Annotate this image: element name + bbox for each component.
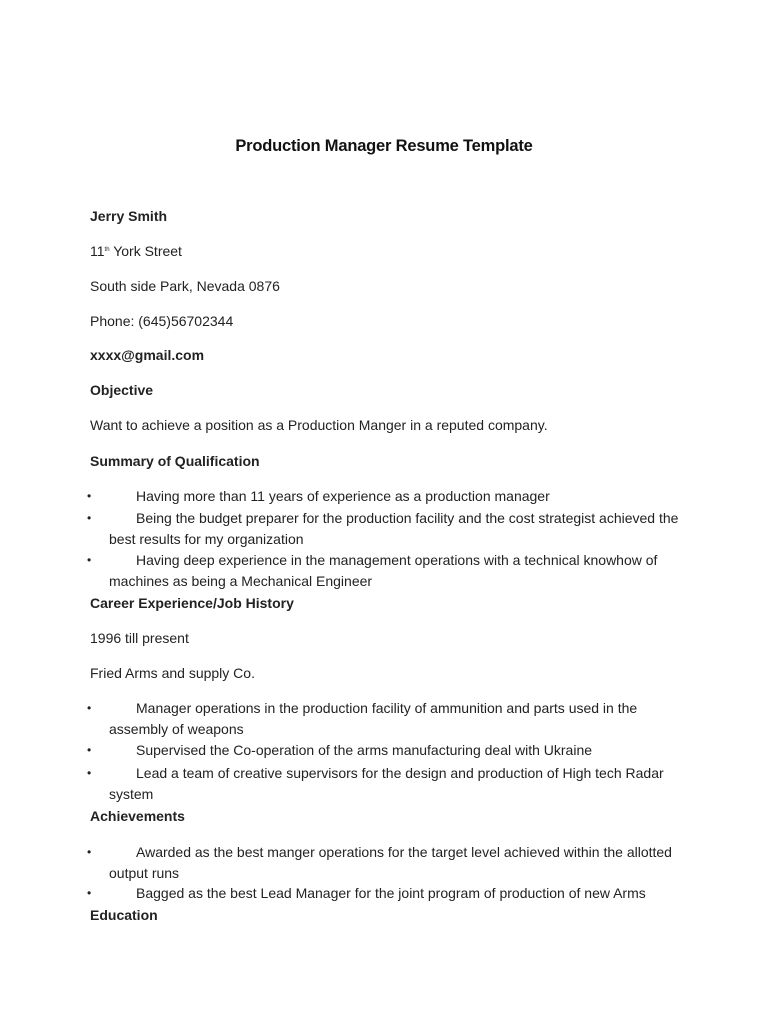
career-item-text: Supervised the Co-operation of the arms manufacturing deal with Ukraine bbox=[136, 742, 593, 758]
summary-item-text: Being the budget preparer for the production facility and the cost strategist achieved the best results for my organization bbox=[109, 510, 679, 547]
bullet-icon: • bbox=[87, 743, 92, 757]
summary-item-text: Having more than 11 years of experience as a production manager bbox=[136, 488, 550, 504]
career-heading: Career Experience/Job History bbox=[90, 595, 294, 611]
address-city: South side Park, Nevada 0876 bbox=[90, 278, 280, 294]
bullet-icon: • bbox=[87, 886, 92, 900]
career-item-text: Manager operations in the production facility of ammunition and parts used in the assembly of weapons bbox=[109, 700, 638, 737]
achievement-item-text: Bagged as the best Lead Manager for the joint program of production of new Arms bbox=[136, 885, 646, 901]
summary-heading: Summary of Qualification bbox=[90, 453, 260, 469]
bullet-icon: • bbox=[87, 511, 92, 525]
bullet-icon: • bbox=[87, 553, 92, 567]
summary-item-text: Having deep experience in the management operations with a technical knowhow of machines as being a Mechanical Engineer bbox=[109, 552, 658, 589]
objective-text: Want to achieve a position as a Production Manger in a reputed company. bbox=[90, 417, 548, 433]
bullet-icon: • bbox=[87, 766, 92, 780]
education-heading: Education bbox=[90, 907, 158, 923]
career-period: 1996 till present bbox=[90, 630, 189, 646]
bullet-icon: • bbox=[87, 701, 92, 715]
career-company: Fried Arms and supply Co. bbox=[90, 665, 255, 681]
address-street: York Street bbox=[109, 243, 182, 259]
email-address: xxxx@gmail.com bbox=[90, 347, 205, 363]
bullet-icon: • bbox=[87, 489, 92, 503]
address-suffix: th bbox=[104, 247, 110, 253]
achievements-heading: Achievements bbox=[90, 808, 185, 824]
candidate-name: Jerry Smith bbox=[90, 208, 168, 224]
address-street-line bbox=[90, 241, 182, 261]
career-item-text: Lead a team of creative supervisors for the design and production of High tech Radar system bbox=[109, 765, 664, 802]
address-number: 11 bbox=[90, 243, 105, 259]
objective-heading: Objective bbox=[90, 382, 154, 398]
page-title: Production Manager Resume Template bbox=[235, 137, 533, 155]
achievement-item-text: Awarded as the best manger operations for the target level achieved within the allotted output runs bbox=[109, 844, 672, 881]
phone-number: Phone: (645)56702344 bbox=[90, 313, 234, 329]
bullet-icon: • bbox=[87, 845, 92, 859]
